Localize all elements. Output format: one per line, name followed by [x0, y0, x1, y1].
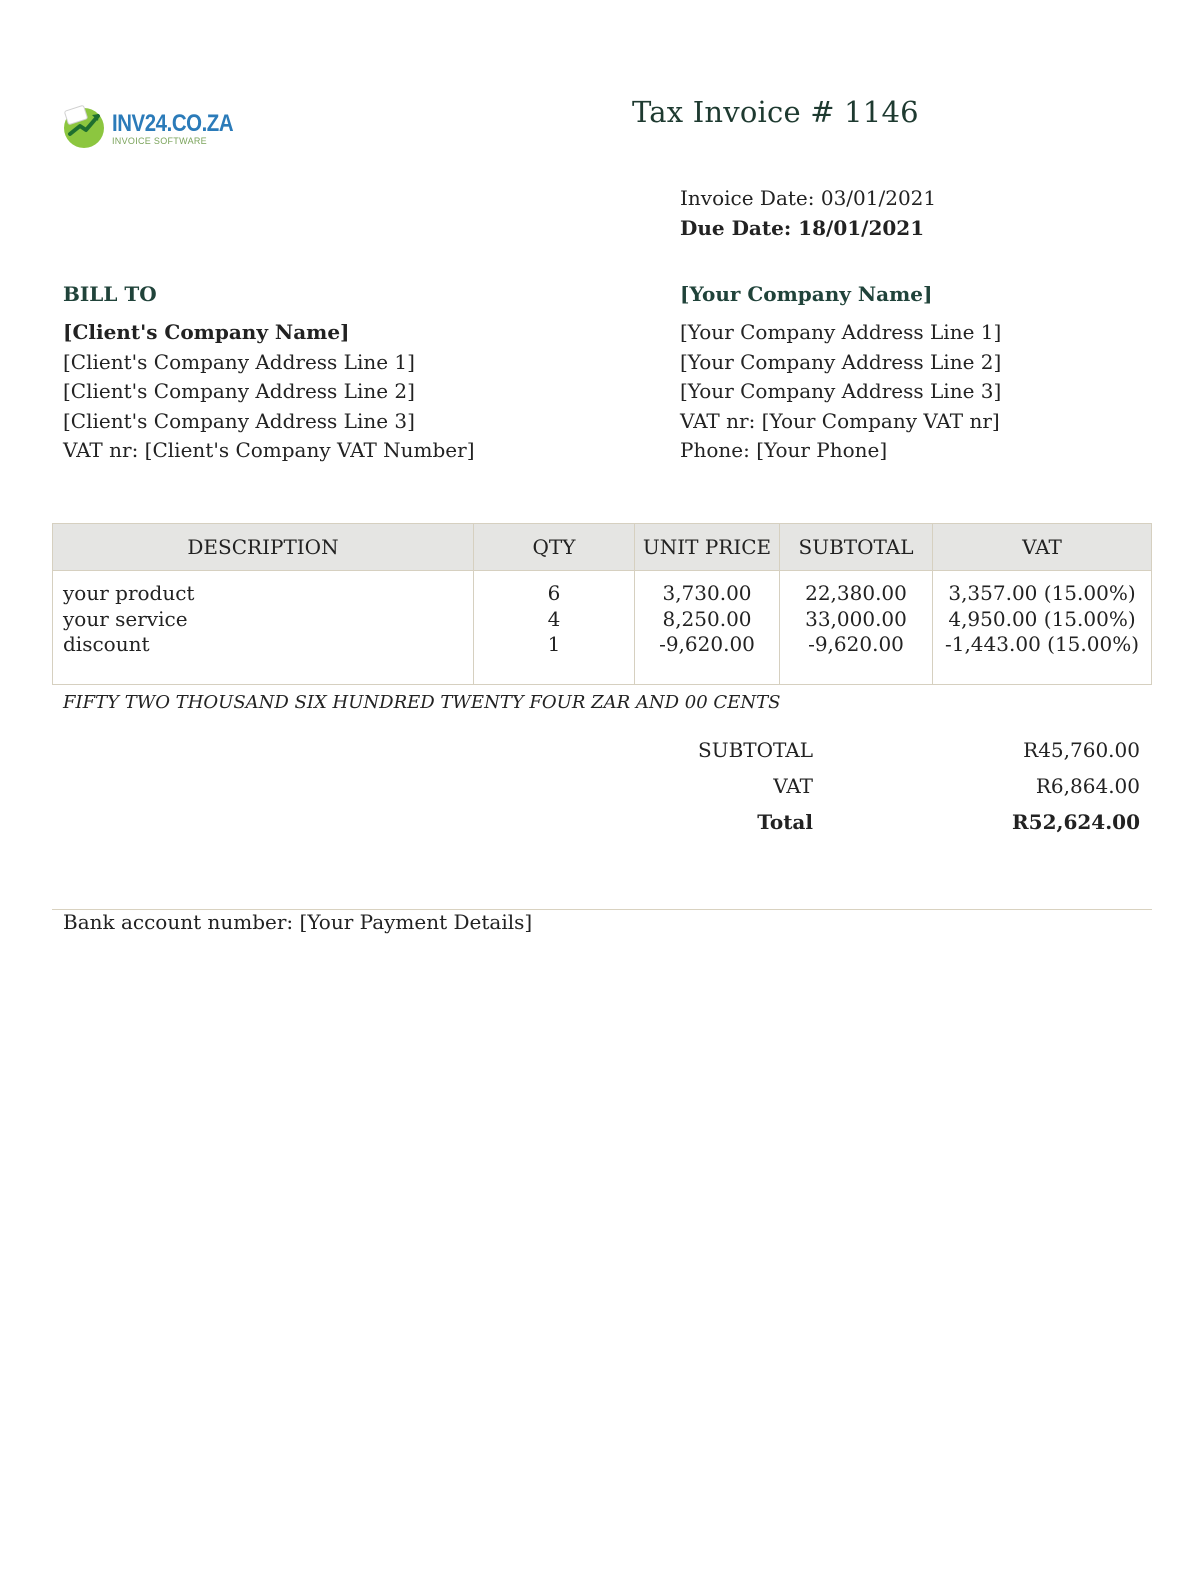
item-qty: 4 [547, 606, 561, 631]
header-subtotal: SUBTOTAL [780, 524, 933, 571]
your-address-line-3: [Your Company Address Line 3] [680, 379, 1002, 403]
invoice-date: Invoice Date: 03/01/2021 [680, 186, 937, 210]
line-items-table [52, 523, 1152, 685]
item-vat: 4,950.00 (15.00%) [948, 606, 1136, 631]
total-label: Total [757, 810, 813, 834]
item-unit-price: 3,730.00 [662, 581, 752, 605]
your-vat-number: VAT nr: [Your Company VAT nr] [680, 408, 1000, 433]
invoice-title: Tax Invoice # 1146 [632, 95, 919, 129]
subtotal-label: SUBTOTAL [698, 738, 813, 762]
amount-in-words: FIFTY TWO THOUSAND SIX HUNDRED TWENTY FOUR ZAR AND 00 CENTS [63, 692, 781, 713]
item-qty: 1 [547, 632, 561, 656]
your-address-line-1: [Your Company Address Line 1] [680, 320, 1002, 344]
your-address-line-2: [Your Company Address Line 2] [680, 349, 1002, 374]
from-block [680, 318, 1001, 466]
subtotal-value: R45,760.00 [1023, 738, 1140, 762]
vat-label: VAT [773, 774, 813, 798]
header-description: DESCRIPTION [53, 524, 474, 571]
item-description: your service [63, 606, 188, 631]
bill-to-heading: BILL TO [63, 282, 157, 306]
client-company-name: [Client's Company Name] [63, 320, 350, 344]
item-description: discount [63, 632, 150, 656]
table-body-row [53, 571, 1152, 685]
bill-to-block [63, 318, 475, 466]
client-vat-number: VAT nr: [Client's Company VAT Number] [63, 438, 475, 462]
logo-tagline: INVOICE SOFTWARE [112, 136, 207, 146]
logo-icon [60, 102, 108, 150]
header-vat: VAT [933, 524, 1152, 571]
company-logo [60, 102, 234, 152]
item-subtotal: 33,000.00 [805, 606, 907, 631]
item-subtotal: 22,380.00 [805, 581, 907, 605]
header-qty: QTY [474, 524, 635, 571]
client-address-line-2: [Client's Company Address Line 2] [63, 379, 415, 403]
bank-account-details: Bank account number: [Your Payment Details] [63, 910, 533, 934]
item-qty: 6 [547, 581, 561, 605]
vat-value: R6,864.00 [1035, 774, 1140, 798]
your-phone: Phone: [Your Phone] [680, 438, 888, 462]
item-unit-price: -9,620.00 [659, 632, 755, 656]
header-unit-price: UNIT PRICE [635, 524, 780, 571]
item-vat: -1,443.00 (15.00%) [944, 632, 1140, 656]
table-header-row [53, 524, 1152, 571]
client-address-line-3: [Client's Company Address Line 3] [63, 408, 415, 433]
item-description: your product [63, 581, 195, 605]
client-address-line-1: [Client's Company Address Line 1] [63, 349, 415, 374]
item-subtotal: -9,620.00 [808, 632, 904, 656]
total-value: R52,624.00 [1012, 810, 1140, 834]
item-vat: 3,357.00 (15.00%) [948, 581, 1136, 605]
due-date: Due Date: 18/01/2021 [680, 216, 925, 240]
item-unit-price: 8,250.00 [662, 606, 752, 631]
your-company-name: [Your Company Name] [680, 282, 933, 306]
logo-brand-text: INV24.CO.ZA [112, 110, 234, 137]
